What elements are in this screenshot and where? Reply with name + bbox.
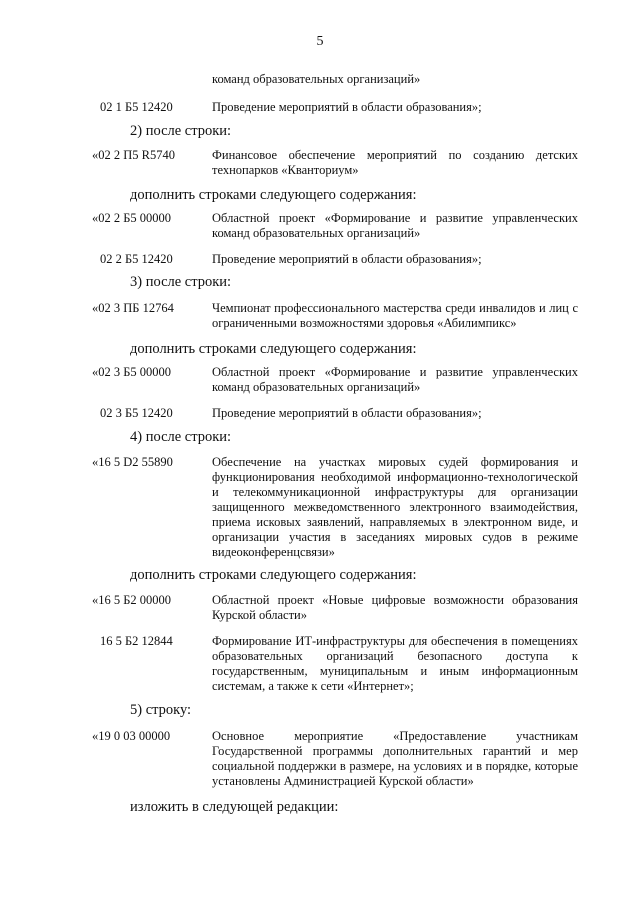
section-heading: дополнить строками следующего содержания: bbox=[130, 341, 417, 357]
budget-code: «02 2 П5 R5740 bbox=[92, 148, 175, 162]
budget-code: «02 3 ПБ 12764 bbox=[92, 301, 174, 315]
budget-description: Проведение мероприятий в области образования»; bbox=[212, 406, 482, 420]
budget-code: «16 5 Б2 00000 bbox=[92, 593, 172, 607]
budget-description: Областной проект «Новые цифровые возможности образования Курской области» bbox=[212, 593, 578, 622]
budget-description: Чемпионат профессионального мастерства среди инвалидов и лиц с ограниченными возможностями здоровья «Абилимпикс» bbox=[212, 301, 578, 330]
budget-description: Финансовое обеспечение мероприятий по созданию детских технопарков «Кванториум» bbox=[212, 148, 578, 177]
section-heading: 2) после строки: bbox=[130, 123, 232, 139]
budget-description: Областной проект «Формирование и развитие управленческих команд образовательных организаций» bbox=[212, 211, 578, 240]
section-heading: дополнить строками следующего содержания: bbox=[130, 187, 417, 203]
section-heading: дополнить строками следующего содержания: bbox=[130, 567, 417, 583]
budget-code: «19 0 03 00000 bbox=[92, 729, 171, 743]
budget-code: 02 2 Б5 12420 bbox=[100, 252, 173, 266]
budget-code: «02 3 Б5 00000 bbox=[92, 365, 172, 379]
budget-description: Областной проект «Формирование и развитие управленческих команд образовательных организаций» bbox=[212, 365, 578, 394]
page-number: 5 bbox=[316, 34, 324, 49]
section-heading: 5) строку: bbox=[130, 702, 192, 718]
budget-description: Проведение мероприятий в области образования»; bbox=[212, 100, 482, 114]
budget-description: Обеспечение на участках мировых судей формирования и функционирования необходимой информационно-технологической и телекоммуникационной инфраструктуры для организации защищенного межведомственного электронного взаимодействия, приема исковых заявлений, направляемых в электронном виде, и организации участия в заседаниях мировых судов в режиме видеоконференцсвязи» bbox=[212, 455, 578, 559]
budget-code: «16 5 D2 55890 bbox=[92, 455, 173, 469]
budget-code: 02 1 Б5 12420 bbox=[100, 100, 173, 114]
budget-description: Основное мероприятие «Предоставление участникам Государственной программы дополнительных гарантий и мер социальной поддержки в размере, на условиях и в порядке, которые установлены Администрацией Курской области» bbox=[212, 729, 578, 788]
budget-description: Проведение мероприятий в области образования»; bbox=[212, 252, 482, 266]
budget-code: 02 3 Б5 12420 bbox=[100, 406, 173, 420]
budget-description: команд образовательных организаций» bbox=[212, 72, 421, 86]
section-heading: 4) после строки: bbox=[130, 429, 232, 445]
section-heading: 3) после строки: bbox=[130, 274, 232, 290]
budget-code: 16 5 Б2 12844 bbox=[100, 634, 173, 648]
section-heading: изложить в следующей редакции: bbox=[130, 799, 339, 815]
budget-code: «02 2 Б5 00000 bbox=[92, 211, 172, 225]
budget-description: Формирование ИТ-инфраструктуры для обеспечения в помещениях образовательных организаций безопасного доступа к государственным, муниципальным и иным информационным системам, а также к сети «Интернет»; bbox=[212, 634, 578, 693]
